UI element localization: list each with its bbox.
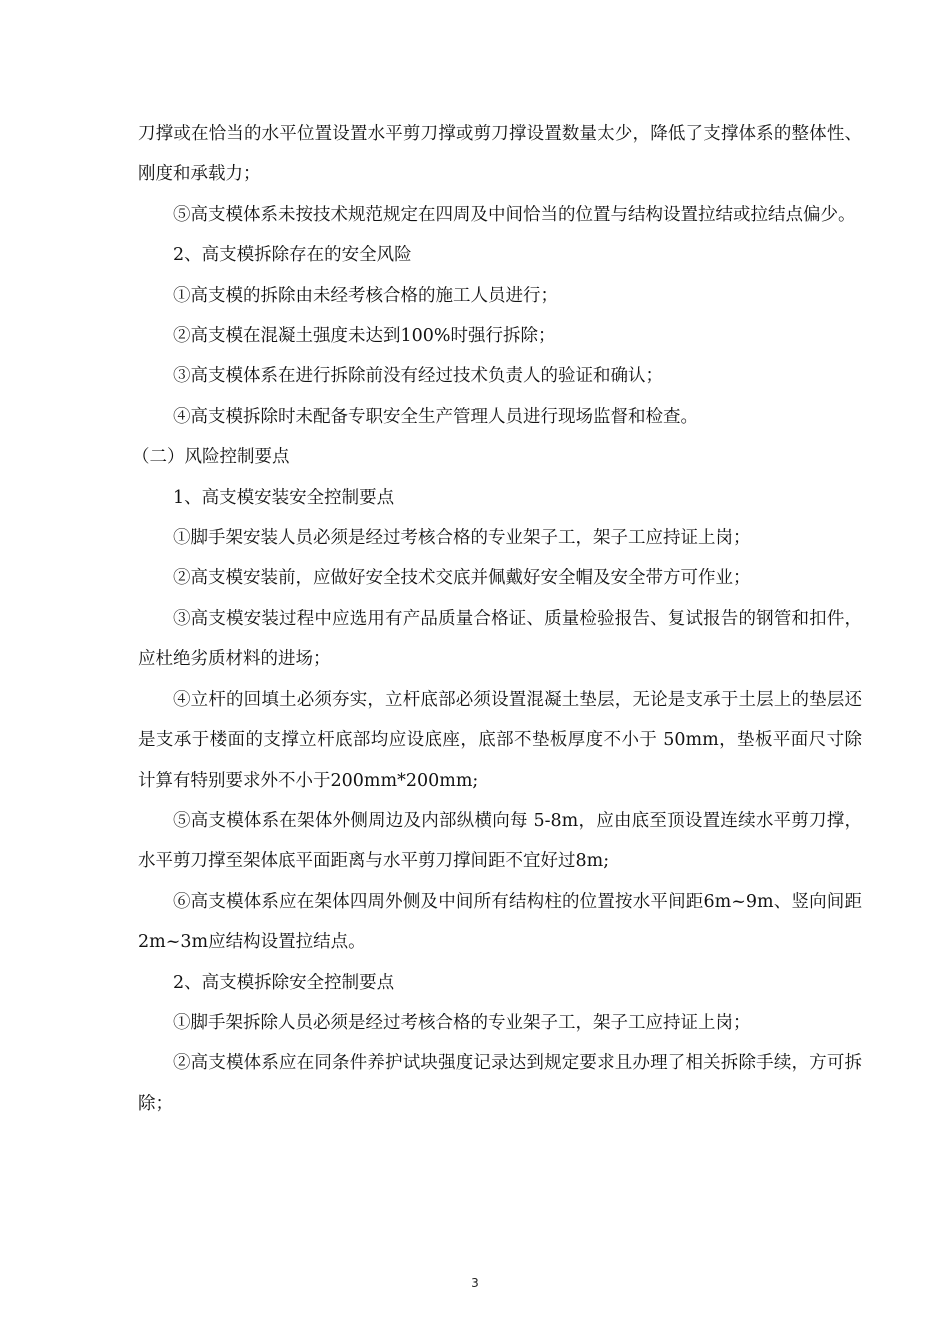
list-item: ①高支模的拆除由未经考核合格的施工人员进行；	[173, 285, 558, 306]
list-item: ②高支模在混凝土强度未达到100%时强行拆除；	[173, 326, 556, 347]
page-number: 3	[471, 1276, 479, 1290]
list-item: ③高支模体系在进行拆除前没有经过技术负责人的验证和确认；	[173, 366, 663, 387]
subheading: 1、高支模安装安全控制要点	[173, 487, 395, 508]
list-item: ③高支模安装过程中应选用有产品质量合格证、质量检验报告、复试报告的钢管和扣件，应杜绝劣质材料的进场；	[138, 608, 862, 670]
subheading: 2、高支模拆除存在的安全风险	[173, 245, 412, 266]
subheading: 2、高支模拆除安全控制要点	[173, 972, 395, 993]
section-heading: （二）风险控制要点	[132, 447, 290, 468]
paragraph: ⑤高支模体系未按技术规范规定在四周及中间恰当的位置与结构设置拉结或拉结点偏少。	[173, 204, 856, 225]
document-body	[132, 114, 862, 1124]
list-item: ①脚手架安装人员必须是经过考核合格的专业架子工，架子工应持证上岗；	[173, 528, 751, 549]
paragraph: 刀撑或在恰当的水平位置设置水平剪刀撑或剪刀撑设置数量太少，降低了支撑体系的整体性、刚度和承载力；	[138, 124, 862, 185]
list-item: ②高支模体系应在同条件养护试块强度记录达到规定要求且办理了相关拆除手续，方可拆除；	[138, 1053, 862, 1114]
list-item: ①脚手架拆除人员必须是经过考核合格的专业架子工，架子工应持证上岗；	[173, 1012, 751, 1033]
list-item: ④高支模拆除时未配备专职安全生产管理人员进行现场监督和检查。	[173, 406, 698, 427]
list-item: ⑥高支模体系应在架体四周外侧及中间所有结构柱的位置按水平间距6m~9m、竖向间距 2m~3m应结构设置拉结点。	[138, 891, 862, 953]
list-item: ⑤高支模体系在架体外侧周边及内部纵横向每 5-8m，应由底至顶设置连续水平剪刀撑，水平剪刀撑至架体底平面距离与水平剪刀撑间距不宜好过8m;	[138, 810, 862, 872]
list-item: ④立杆的回填土必须夯实，立杆底部必须设置混凝土垫层，无论是支承于土层上的垫层还是支承于楼面的支撑立杆底部均应设底座，底部不垫板厚度不小于 50mm，垫板平面尺寸除计算有特别要求外不小于200mm*200mm;	[138, 689, 862, 791]
list-item: ②高支模安装前，应做好安全技术交底并佩戴好安全帽及安全带方可作业；	[173, 568, 751, 589]
